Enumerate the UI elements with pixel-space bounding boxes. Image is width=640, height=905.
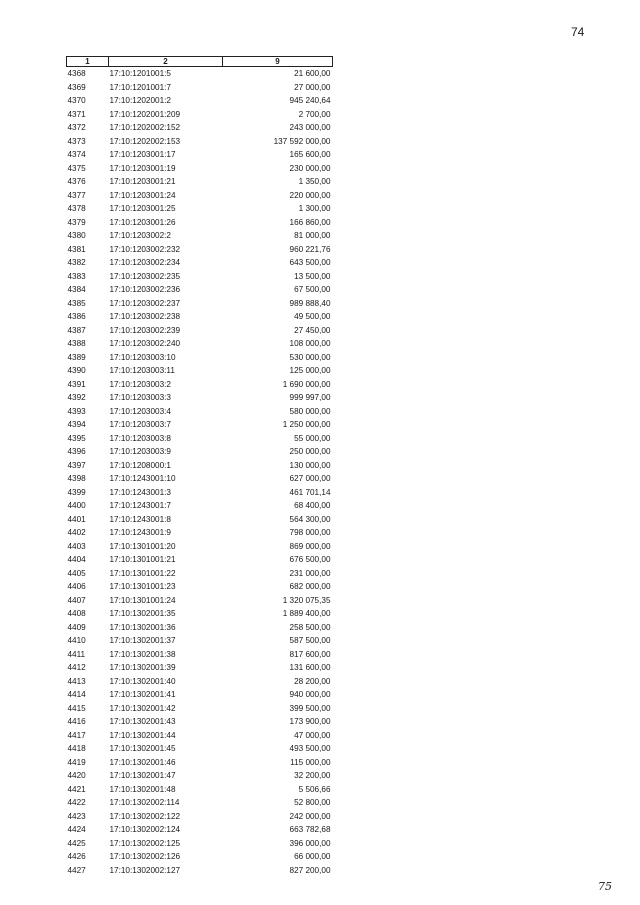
cadastral-number: 17:10:1203003:8 (109, 433, 171, 443)
table-row (67, 729, 333, 743)
table-row (67, 202, 333, 216)
row-number: 4379 (67, 217, 86, 227)
row-number: 4420 (67, 771, 86, 780)
value-cell: 663 782,68 (289, 825, 331, 834)
row-number: 4380 (67, 231, 86, 240)
value-cell: 231 000,00 (289, 568, 331, 578)
value-cell: 580 000,00 (289, 406, 331, 416)
row-number: 4370 (67, 96, 86, 105)
value-cell: 1 889 400,00 (282, 609, 331, 618)
cadastral-number: 17:10:1302001:35 (109, 609, 176, 618)
row-number: 4381 (67, 244, 86, 254)
table-row (67, 472, 333, 486)
row-number: 4408 (67, 609, 86, 618)
cadastral-number: 17:10:1302001:48 (109, 784, 176, 794)
table-row (67, 189, 333, 203)
value-cell: 461 701,14 (289, 487, 331, 497)
value-cell: 817 600,00 (289, 649, 331, 659)
value-cell: 1 300,00 (298, 204, 331, 213)
value-cell: 682 000,00 (289, 582, 331, 591)
row-number: 4384 (67, 285, 86, 294)
cadastral-number: 17:10:1302002:126 (109, 852, 181, 861)
table-row (67, 769, 333, 783)
cadastral-number: 17:10:1202002:153 (109, 136, 181, 146)
table-row (67, 216, 333, 230)
row-number: 4419 (67, 757, 86, 767)
table-row (67, 526, 333, 540)
cadastral-number: 17:10:1208000:1 (109, 460, 171, 470)
row-number: 4424 (67, 825, 86, 834)
value-cell: 258 500,00 (289, 622, 331, 632)
data-table (66, 56, 333, 877)
table-row (67, 162, 333, 176)
value-cell: 47 000,00 (294, 730, 331, 740)
row-number: 4393 (67, 406, 86, 416)
row-number: 4399 (67, 487, 86, 497)
value-cell: 27 450,00 (294, 325, 331, 335)
table-row (67, 634, 333, 648)
value-cell: 81 000,00 (294, 231, 331, 240)
row-number: 4383 (67, 271, 86, 281)
value-cell: 945 240,64 (289, 96, 331, 105)
cadastral-number: 17:10:1203003:4 (109, 406, 171, 416)
row-number: 4404 (67, 555, 86, 564)
cadastral-number: 17:10:1243001:7 (109, 501, 171, 510)
cadastral-number: 17:10:1203002:234 (109, 258, 181, 267)
row-number: 4375 (67, 163, 86, 173)
value-cell: 68 400,00 (294, 501, 331, 510)
table-row (67, 823, 333, 837)
table-row (67, 756, 333, 770)
cadastral-number: 17:10:1203003:2 (109, 379, 171, 389)
row-number: 4390 (67, 366, 86, 375)
page-number: 74 (571, 25, 585, 39)
table-row (67, 148, 333, 162)
cadastral-number: 17:10:1202001:2 (109, 96, 171, 105)
row-number: 4427 (67, 865, 86, 875)
table-row (67, 702, 333, 716)
cadastral-number: 17:10:1203003:11 (109, 366, 175, 375)
cadastral-number: 17:10:1203002:237 (109, 298, 181, 308)
column-header: 9 (223, 57, 333, 67)
row-number: 4392 (67, 393, 86, 402)
value-cell: 125 000,00 (289, 366, 331, 375)
table-row (67, 391, 333, 405)
value-cell: 1 350,00 (298, 177, 331, 186)
row-number: 4401 (67, 514, 86, 524)
row-number: 4374 (67, 150, 86, 159)
table-row (67, 553, 333, 567)
table-row (67, 810, 333, 824)
value-cell: 52 800,00 (294, 798, 331, 807)
value-cell: 230 000,00 (289, 163, 331, 173)
cadastral-number: 17:10:1202001:209 (109, 109, 181, 119)
cadastral-number: 17:10:1203002:238 (109, 312, 181, 321)
row-number: 4382 (67, 258, 86, 267)
table-row (67, 175, 333, 189)
cadastral-number: 17:10:1301001:24 (109, 595, 176, 605)
value-cell: 28 200,00 (294, 676, 331, 686)
table-row (67, 351, 333, 365)
row-number: 4414 (67, 690, 86, 699)
table-row (67, 270, 333, 284)
value-cell: 1 690 000,00 (282, 379, 331, 389)
row-number: 4403 (67, 541, 86, 551)
table-row (67, 567, 333, 581)
value-cell: 130 000,00 (289, 460, 331, 470)
value-cell: 676 500,00 (289, 555, 331, 564)
table-row (67, 94, 333, 108)
table-row (67, 783, 333, 797)
cadastral-number: 17:10:1302002:124 (109, 825, 181, 834)
row-number: 4377 (67, 190, 86, 200)
cadastral-number: 17:10:1302001:44 (109, 730, 176, 740)
value-cell: 627 000,00 (289, 474, 331, 483)
table-row (67, 378, 333, 392)
cadastral-number: 17:10:1203001:17 (109, 150, 176, 159)
table-row (67, 243, 333, 257)
table-row (67, 648, 333, 662)
value-cell: 587 500,00 (289, 636, 331, 645)
table-body (67, 67, 333, 878)
cadastral-number: 17:10:1302001:46 (109, 757, 176, 767)
cadastral-number: 17:10:1243001:8 (109, 514, 171, 524)
cadastral-number: 17:10:1203002:236 (109, 285, 181, 294)
row-number: 4395 (67, 433, 86, 443)
value-cell: 5 506,66 (298, 784, 331, 794)
table-header-row (67, 57, 333, 67)
cadastral-number: 17:10:1302001:37 (109, 636, 176, 645)
value-cell: 250 000,00 (289, 447, 331, 456)
value-cell: 530 000,00 (289, 352, 331, 362)
value-cell: 137 592 000,00 (273, 136, 331, 146)
value-cell: 243 000,00 (289, 123, 331, 132)
row-number: 4409 (67, 622, 86, 632)
row-number: 4412 (67, 663, 86, 672)
column-header: 1 (67, 57, 109, 67)
cadastral-number: 17:10:1203001:26 (109, 217, 176, 227)
table-row (67, 621, 333, 635)
value-cell: 131 600,00 (289, 663, 331, 672)
value-cell: 66 000,00 (294, 852, 331, 861)
row-number: 4411 (67, 649, 86, 659)
value-cell: 960 221,76 (289, 244, 331, 254)
row-number: 4423 (67, 811, 86, 821)
cadastral-number: 17:10:1203002:240 (109, 339, 181, 348)
cadastral-number: 17:10:1203003:10 (109, 352, 176, 362)
cadastral-number: 17:10:1201001:5 (109, 69, 171, 78)
value-cell: 1 320 075,35 (282, 595, 331, 605)
cadastral-number: 17:10:1302001:38 (109, 649, 176, 659)
table-row (67, 513, 333, 527)
value-cell: 13 500,00 (294, 271, 331, 281)
cadastral-number: 17:10:1203001:19 (109, 163, 176, 173)
row-number: 4397 (67, 460, 86, 470)
table-row (67, 850, 333, 864)
value-cell: 869 000,00 (289, 541, 331, 551)
row-number: 4371 (67, 109, 86, 119)
table-row (67, 459, 333, 473)
row-number: 4422 (67, 798, 86, 807)
value-cell: 940 000,00 (289, 690, 331, 699)
table-row (67, 661, 333, 675)
cadastral-number: 17:10:1243001:10 (109, 474, 176, 483)
row-number: 4418 (67, 744, 86, 753)
table-row (67, 540, 333, 554)
cadastral-number: 17:10:1302001:39 (109, 663, 176, 672)
cadastral-number: 17:10:1302001:43 (109, 717, 176, 726)
cadastral-number: 17:10:1302002:127 (109, 865, 181, 875)
cadastral-number: 17:10:1302001:36 (109, 622, 176, 632)
cadastral-number: 17:10:1203001:25 (109, 204, 176, 213)
row-number: 4417 (67, 730, 86, 740)
value-cell: 493 500,00 (289, 744, 331, 753)
row-number: 4398 (67, 474, 86, 483)
table-row (67, 715, 333, 729)
value-cell: 21 600,00 (294, 69, 331, 78)
row-number: 4407 (67, 595, 86, 605)
row-number: 4385 (67, 298, 86, 308)
table-row (67, 337, 333, 351)
column-header: 2 (109, 57, 223, 67)
cadastral-number: 17:10:1301001:23 (109, 582, 176, 591)
value-cell: 27 000,00 (294, 82, 331, 92)
cadastral-number: 17:10:1302001:45 (109, 744, 176, 753)
value-cell: 989 888,40 (289, 298, 331, 308)
cadastral-number: 17:10:1203001:24 (109, 190, 176, 200)
table-row (67, 675, 333, 689)
row-number: 4400 (67, 501, 86, 510)
cadastral-number: 17:10:1301001:21 (109, 555, 176, 564)
row-number: 4406 (67, 582, 86, 591)
value-cell: 55 000,00 (294, 433, 331, 443)
value-cell: 564 300,00 (289, 514, 331, 524)
value-cell: 166 860,00 (289, 217, 331, 227)
cadastral-number: 17:10:1203003:9 (109, 447, 171, 456)
row-number: 4373 (67, 136, 86, 146)
row-number: 4378 (67, 204, 86, 213)
value-cell: 32 200,00 (294, 771, 331, 780)
row-number: 4396 (67, 447, 86, 456)
handwritten-page-mark: 75 (598, 880, 612, 893)
value-cell: 827 200,00 (289, 865, 331, 875)
cadastral-number: 17:10:1203003:7 (109, 420, 171, 429)
value-cell: 220 000,00 (289, 190, 331, 200)
value-cell: 165 600,00 (289, 150, 331, 159)
value-cell: 798 000,00 (289, 528, 331, 537)
table-row (67, 229, 333, 243)
cadastral-number: 17:10:1203002:2 (109, 231, 171, 240)
row-number: 4421 (67, 784, 86, 794)
value-cell: 396 000,00 (289, 838, 331, 848)
value-cell: 1 250 000,00 (282, 420, 331, 429)
row-number: 4425 (67, 838, 86, 848)
value-cell: 643 500,00 (289, 258, 331, 267)
row-number: 4415 (67, 703, 86, 713)
row-number: 4413 (67, 676, 86, 686)
value-cell: 999 997,00 (289, 393, 331, 402)
cadastral-number: 17:10:1203002:239 (109, 325, 181, 335)
table-row (67, 283, 333, 297)
cadastral-number: 17:10:1201001:7 (109, 82, 171, 92)
row-number: 4402 (67, 528, 86, 537)
value-cell: 115 000,00 (290, 757, 331, 767)
row-number: 4426 (67, 852, 86, 861)
cadastral-number: 17:10:1243001:9 (109, 528, 171, 537)
table-row (67, 310, 333, 324)
table-row (67, 432, 333, 446)
row-number: 4387 (67, 325, 86, 335)
table-row (67, 135, 333, 149)
cadastral-number: 17:10:1302002:114 (109, 798, 180, 807)
table-row (67, 418, 333, 432)
row-number: 4405 (67, 568, 86, 578)
table-row (67, 742, 333, 756)
cadastral-number: 17:10:1202002:152 (109, 123, 181, 132)
table-row (67, 594, 333, 608)
value-cell: 49 500,00 (294, 312, 331, 321)
value-cell: 108 000,00 (289, 339, 331, 348)
row-number: 4372 (67, 123, 86, 132)
table-row (67, 121, 333, 135)
table-row (67, 796, 333, 810)
table-row (67, 607, 333, 621)
row-number: 4368 (67, 69, 86, 78)
cadastral-number: 17:10:1203002:232 (109, 244, 181, 254)
value-cell: 67 500,00 (294, 285, 331, 294)
table-row (67, 837, 333, 851)
table-row (67, 499, 333, 513)
table-row (67, 297, 333, 311)
row-number: 4394 (67, 420, 86, 429)
table-row (67, 67, 333, 81)
value-cell: 2 700,00 (298, 109, 331, 119)
row-number: 4376 (67, 177, 86, 186)
cadastral-number: 17:10:1302001:41 (109, 690, 176, 699)
cadastral-number: 17:10:1203003:3 (109, 393, 171, 402)
row-number: 4410 (67, 636, 86, 645)
table-row (67, 486, 333, 500)
value-cell: 399 500,00 (289, 703, 331, 713)
cadastral-number: 17:10:1243001:3 (109, 487, 171, 497)
table-row (67, 256, 333, 270)
table-row (67, 364, 333, 378)
row-number: 4369 (67, 82, 86, 92)
cadastral-number: 17:10:1302002:125 (109, 838, 181, 848)
table-row (67, 405, 333, 419)
table-row (67, 864, 333, 878)
row-number: 4389 (67, 352, 86, 362)
row-number: 4386 (67, 312, 86, 321)
cadastral-number: 17:10:1302001:42 (109, 703, 176, 713)
value-cell: 173 900,00 (289, 717, 331, 726)
table-row (67, 688, 333, 702)
cadastral-number: 17:10:1301001:22 (109, 568, 176, 578)
cadastral-number: 17:10:1302001:40 (109, 676, 176, 686)
cadastral-number: 17:10:1301001:20 (109, 541, 176, 551)
cadastral-number: 17:10:1203002:235 (109, 271, 181, 281)
row-number: 4388 (67, 339, 86, 348)
row-number: 4416 (67, 717, 86, 726)
cadastral-number: 17:10:1302001:47 (109, 771, 176, 780)
data-table-container (66, 56, 332, 877)
value-cell: 242 000,00 (289, 811, 331, 821)
cadastral-number: 17:10:1302002:122 (109, 811, 181, 821)
table-row (67, 108, 333, 122)
table-row (67, 324, 333, 338)
table-row (67, 445, 333, 459)
table-row (67, 580, 333, 594)
table-row (67, 81, 333, 95)
row-number: 4391 (67, 379, 86, 389)
cadastral-number: 17:10:1203001:21 (109, 177, 176, 186)
